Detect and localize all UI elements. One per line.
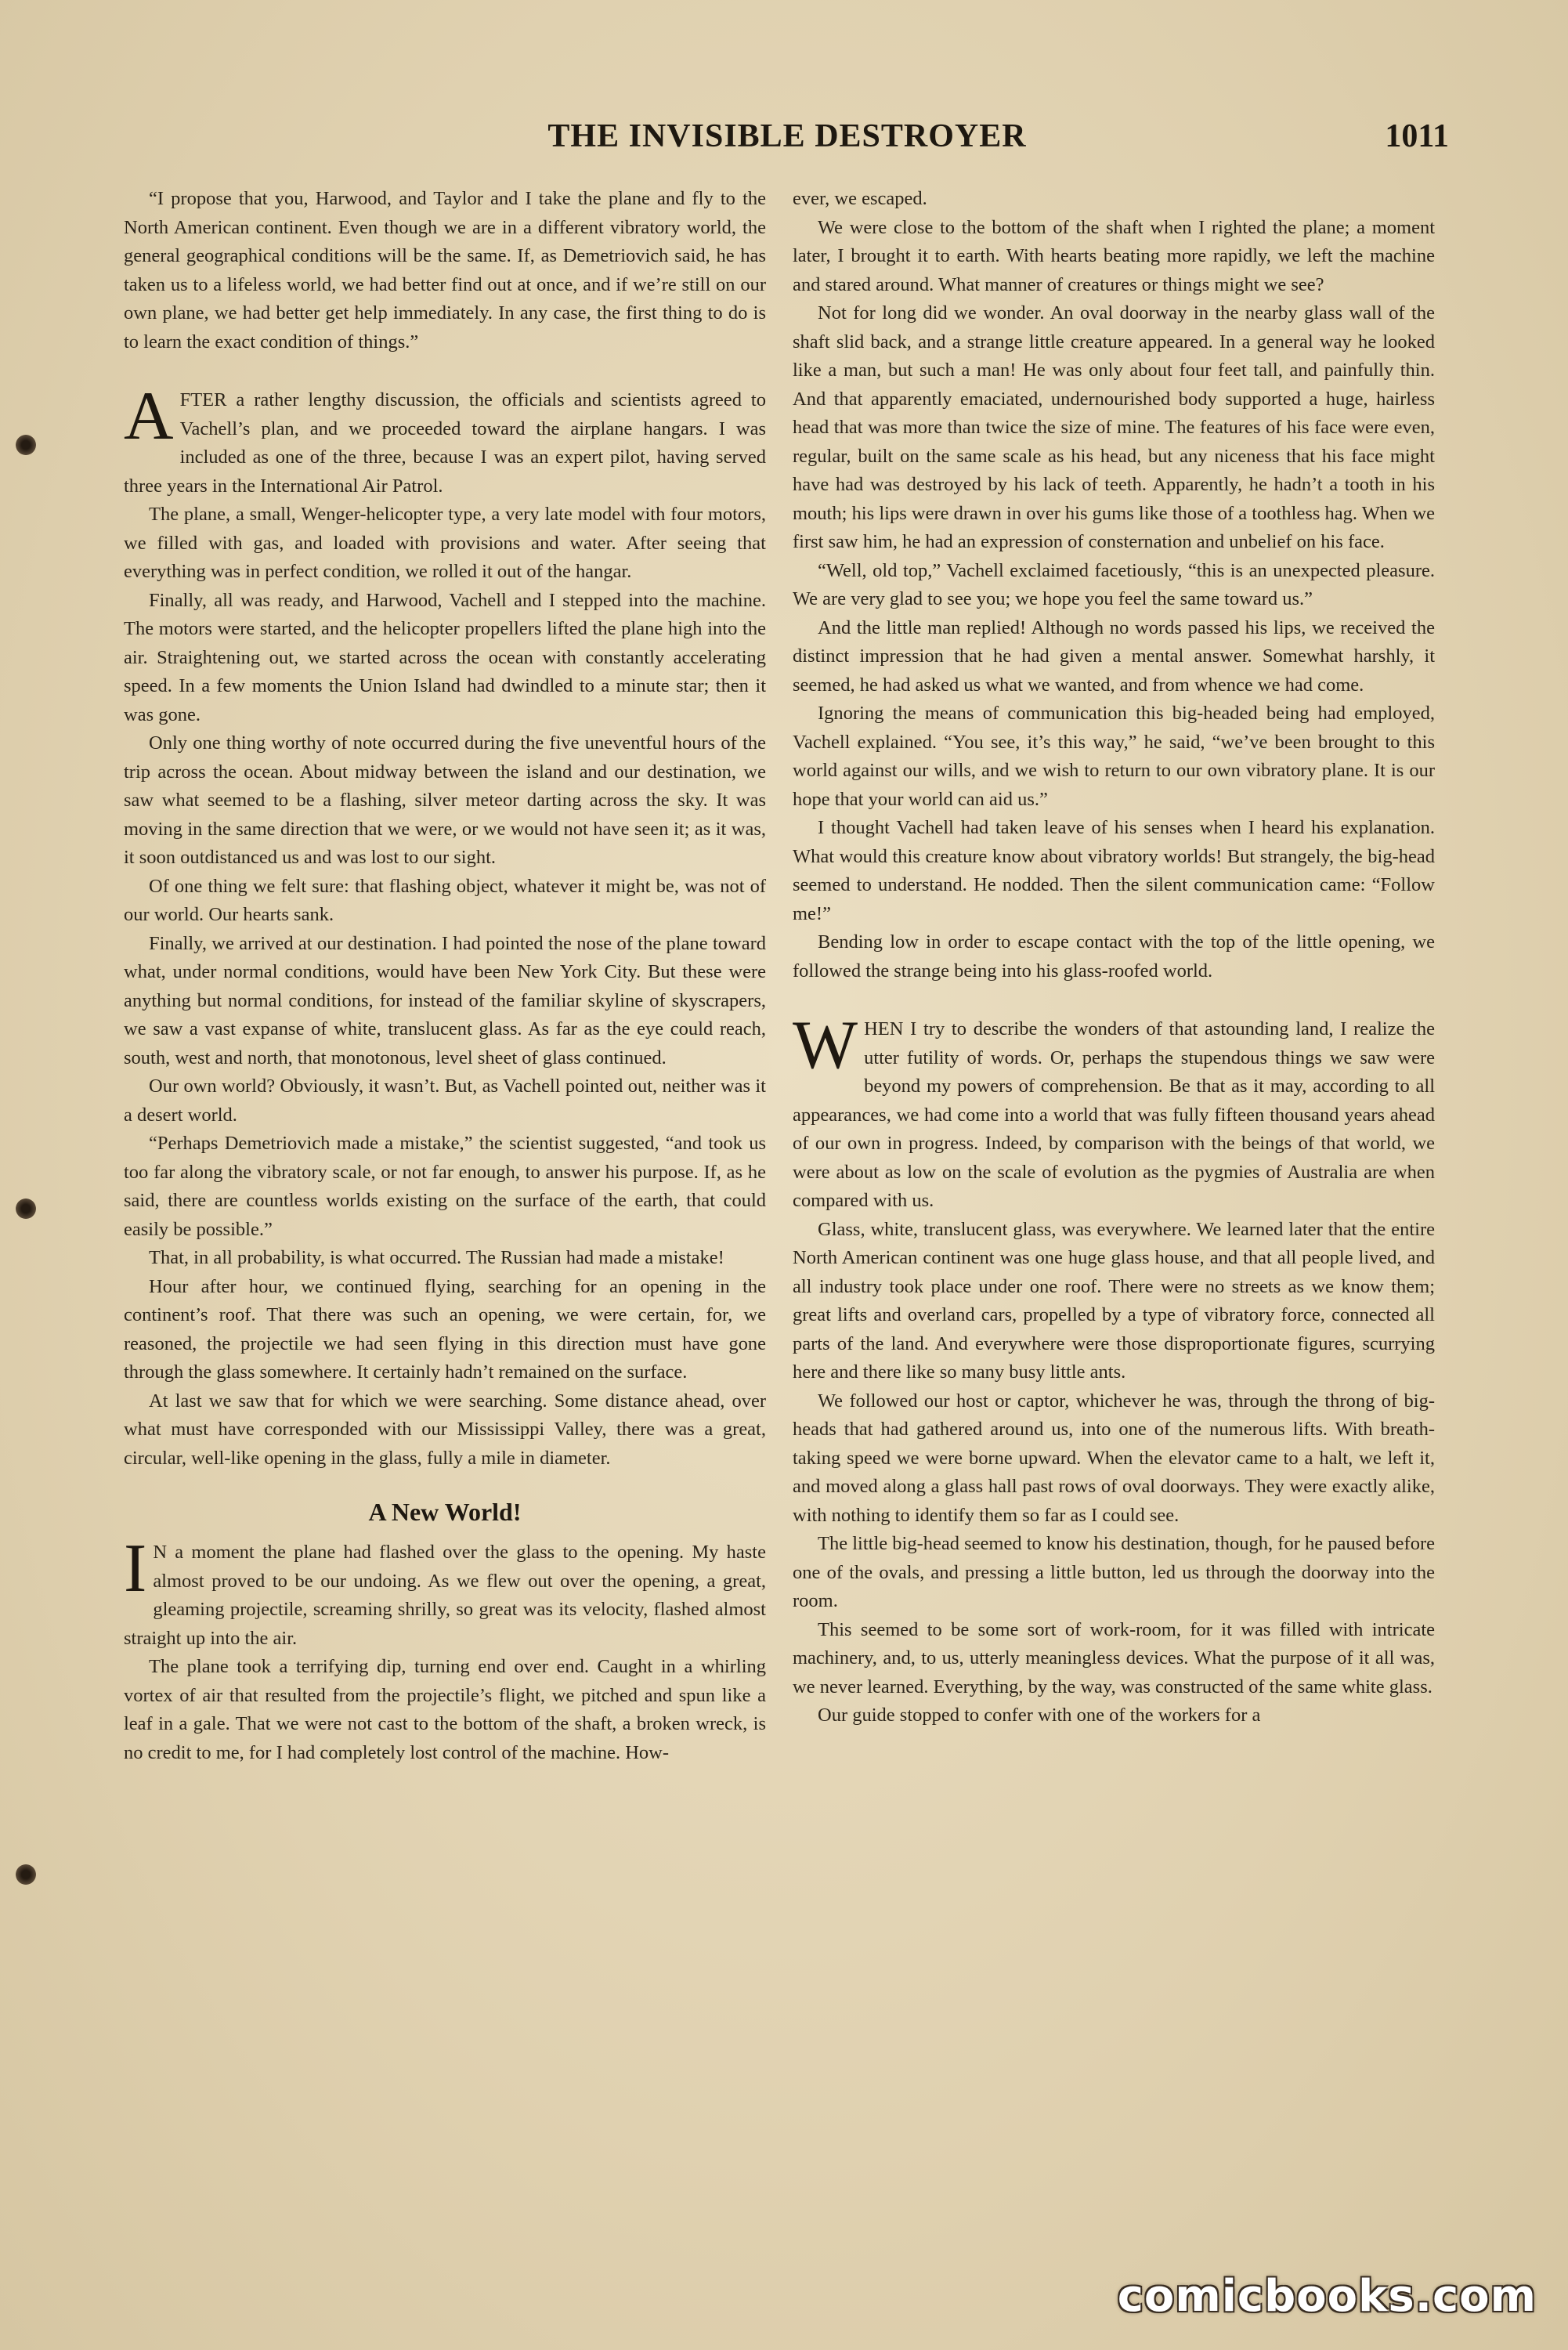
paragraph: That, in all probability, is what occurred. The Russian had made a mistake! <box>149 1247 724 1268</box>
paragraph: This seemed to be some sort of work-room, for it was filled with intricate machinery, and, to us, utterly meaningless devices. What the purpose of it all was, we never learned. Everything, by the way, was constructed of the same white glass. <box>793 1618 1435 1697</box>
paragraph: Our guide stopped to confer with one of the workers for a <box>818 1705 1261 1726</box>
paragraph: Our own world? Obviously, it wasn’t. But, as Vachell pointed out, neither was it a desert world. <box>124 1076 766 1126</box>
paragraph: Finally, we arrived at our destination. I had pointed the nose of the plane toward what, under normal conditions, would have been New York City. But these were anything but normal conditions, for instead of the familiar skyline of skyscrapers, we saw a vast expanse of white, translucent glass. As far as the eye could reach, south, west and north, that monotonous, level sheet of glass continued. <box>124 932 766 1068</box>
paragraph: The plane, a small, Wenger-helicopter type, a very late model with four motors, we filled with gas, and loaded with provisions and water. After seeing that everything was in perfect condition, we rolled it out of the hangar. <box>124 504 766 582</box>
lead-in: N <box>153 1542 168 1563</box>
paragraph: We followed our host or captor, whichever he was, through the throng of big-heads that had gathered around us, into one of the numerous lifts. With breath-taking speed we were borne upward. When the elevator came to a halt, we left it, and moved along a glass hall past rows of oval doorways. They were exactly alike, with nothing to identify them so far as I could see. <box>793 1390 1435 1526</box>
paragraph: “Perhaps Demetriovich made a mistake,” the scientist suggested, “and took us too far along the vibratory scale, or not far enough, to answer his purpose. If, as he said, there are countless worlds existing on the surface of the earth, that could easily be possible.” <box>124 1133 766 1240</box>
paragraph: Only one thing worthy of note occurred during the five uneventful hours of the trip across the ocean. About midway between the island and our destination, we saw what seemed to be a flashing, silver meteor darting across the sky. It was moving in the same direction that we were, or we would not have seen it; as it was, it soon outdistanced us and was lost to our sight. <box>124 732 766 868</box>
paragraph-text: a rather lengthy discussion, the officials and scientists agreed to Vachell’s plan, and we proceeded toward the airplane hangars. I was included as one of the three, because I was an expert pilot, having served three years in the International Air Patrol. <box>124 389 766 497</box>
paragraph-text: a moment the plane had flashed over the glass to the opening. My haste almost proved to be our undoing. As we flew out over the opening, a great, gleaming projectile, screaming shrilly, so great was its velocity, flashed almost straight up into the air. <box>124 1542 766 1649</box>
paragraph: And the little man replied! Although no words passed his lips, we received the distinct impression that he had given a mental answer. Somewhat harshly, it seemed, he had asked us what we wanted, and from whence we had come. <box>793 616 1435 696</box>
binding-hole <box>16 1864 36 1885</box>
page-header <box>125 118 1449 164</box>
left-column <box>124 185 766 1767</box>
paragraph: Not for long did we wonder. An oval doorway in the nearby glass wall of the shaft slid back, and a strange little creature appeared. In a general way he looked like a man, but such a man! He was only about four feet tall, and painfully thin. And that apparently emaciated, undernourished body supported a huge, hairless head that was more than twice the size of mine. The features of his face were even, regular, built on the same scale as his head, but any niceness that his face might have had was destroyed by his lack of teeth. Apparently, he hadn’t a tooth in his mouth; his lips were drawn in over his gums like those of a toothless hag. When we first saw him, he had an expression of consternation and unbelief on his face. <box>793 302 1435 552</box>
paragraph: Finally, all was ready, and Harwood, Vachell and I stepped into the machine. The motors were started, and the helicopter propellers lifted the plane high into the air. Straightening out, we started across the ocean with constantly accelerating speed. In a few moments the Union Island had dwindled to a minute star; then it was gone. <box>124 589 766 725</box>
paragraph: Of one thing we felt sure: that flashing object, whatever it might be, was not of our world. Our hearts sank. <box>124 875 766 925</box>
watermark-logo: comicbooks.com <box>1117 2271 1537 2322</box>
drop-cap: W <box>793 1007 858 1083</box>
paragraph: “Well, old top,” Vachell exclaimed facetiously, “this is an unexpected pleasure. We are very glad to see you; we hope you feel the same toward us.” <box>793 559 1435 609</box>
paragraph: Bending low in order to escape contact with the top of the little opening, we followed the strange being into his glass-roofed world. <box>793 931 1435 982</box>
paragraph: I thought Vachell had taken leave of his senses when I heard his explanation. What would this creature know about vibratory worlds! But strangely, the big-head seemed to understand. He nodded. Then the silent communication came: “Follow me!” <box>793 817 1435 924</box>
paragraph-dropcap <box>793 1007 1435 1216</box>
paragraph-dropcap <box>124 1531 766 1653</box>
paragraph: The plane took a terrifying dip, turning end over end. Caught in a whirling vortex of air that resulted from the projectile’s flight, we pitched and spun like a leaf in a gale. That we were not cast to the bottom of the shaft, a broken wreck, is no credit to me, for I had completely lost control of the machine. How- <box>124 1656 766 1763</box>
lead-in: HEN <box>864 1018 904 1039</box>
paragraph: Glass, white, translucent glass, was everywhere. We learned later that the entire North American continent was one huge glass house, and that all people lived, and all industry took place under one roof. There were no streets as we know them; great lifts and overland cars, propelled by a type of vibratory force, connected all parts of the land. And everywhere were those disproportionate figures, scurrying here and there like so many busy little ants. <box>793 1218 1435 1383</box>
paragraph: Hour after hour, we continued flying, searching for an opening in the continent’s roof. That there was such an opening, we were certain, for, we reasoned, the projectile we had seen flying in this direction must have gone through the glass somewhere. It certainly hadn’t remained on the surface. <box>124 1275 766 1383</box>
paragraph-dropcap <box>124 378 766 501</box>
section-heading: A New World! <box>368 1498 522 1526</box>
paragraph: “I propose that you, Harwood, and Taylor and I take the plane and fly to the North American continent. Even though we are in a different vibratory world, the general geographical conditions will be the same. If, as Demetriovich said, he has taken us to a lifeless world, we had better find out at once, and if we’re still on our own plane, we had better get help immediately. In any case, the first thing to do is to learn the exact condition of things.” <box>124 188 766 352</box>
paragraph: Ignoring the means of communication this big-headed being had employed, Vachell explained. “You see, it’s this way,” he said, “we’ve been brought to this world against our wills, and we wish to return to our own vibratory plane. It is our hope that your world can aid us.” <box>793 703 1435 810</box>
binding-hole <box>16 1198 36 1219</box>
paragraph: At last we saw that for which we were searching. Some distance ahead, over what must have corresponded with our Mississippi Valley, there was a great, circular, well-like opening in the glass, fully a mile in diameter. <box>124 1390 766 1469</box>
paragraph: We were close to the bottom of the shaft when I righted the plane; a moment later, I brought it to earth. With hearts beating more rapidly, we left the machine and stared around. What manner of creatures or things might we see? <box>793 216 1435 295</box>
paragraph-text: I try to describe the wonders of that astounding land, I realize the utter futility of words. Or, perhaps the stupendous things we saw were beyond my powers of comprehension. Be that as it may, according to all appearances, we had come into a world that was fully fifteen thousand years ahead of our own in progress. Indeed, by comparison with the beings of that world, we were about as low on the scale of evolution as the pygmies of Australia are when compared with us. <box>793 1018 1435 1211</box>
running-title: THE INVISIBLE DESTROYER <box>547 118 1027 154</box>
binding-hole <box>16 435 36 455</box>
paragraph: The little big-head seemed to know his destination, though, for he paused before one of the ovals, and pressing a little button, led us through the doorway into the room. <box>793 1533 1435 1611</box>
drop-cap: I <box>124 1531 147 1607</box>
paragraph: ever, we escaped. <box>793 188 927 209</box>
page-number: 1011 <box>1385 118 1449 154</box>
lead-in: FTER <box>179 389 227 410</box>
right-column <box>793 185 1435 1730</box>
drop-cap: A <box>124 378 174 454</box>
